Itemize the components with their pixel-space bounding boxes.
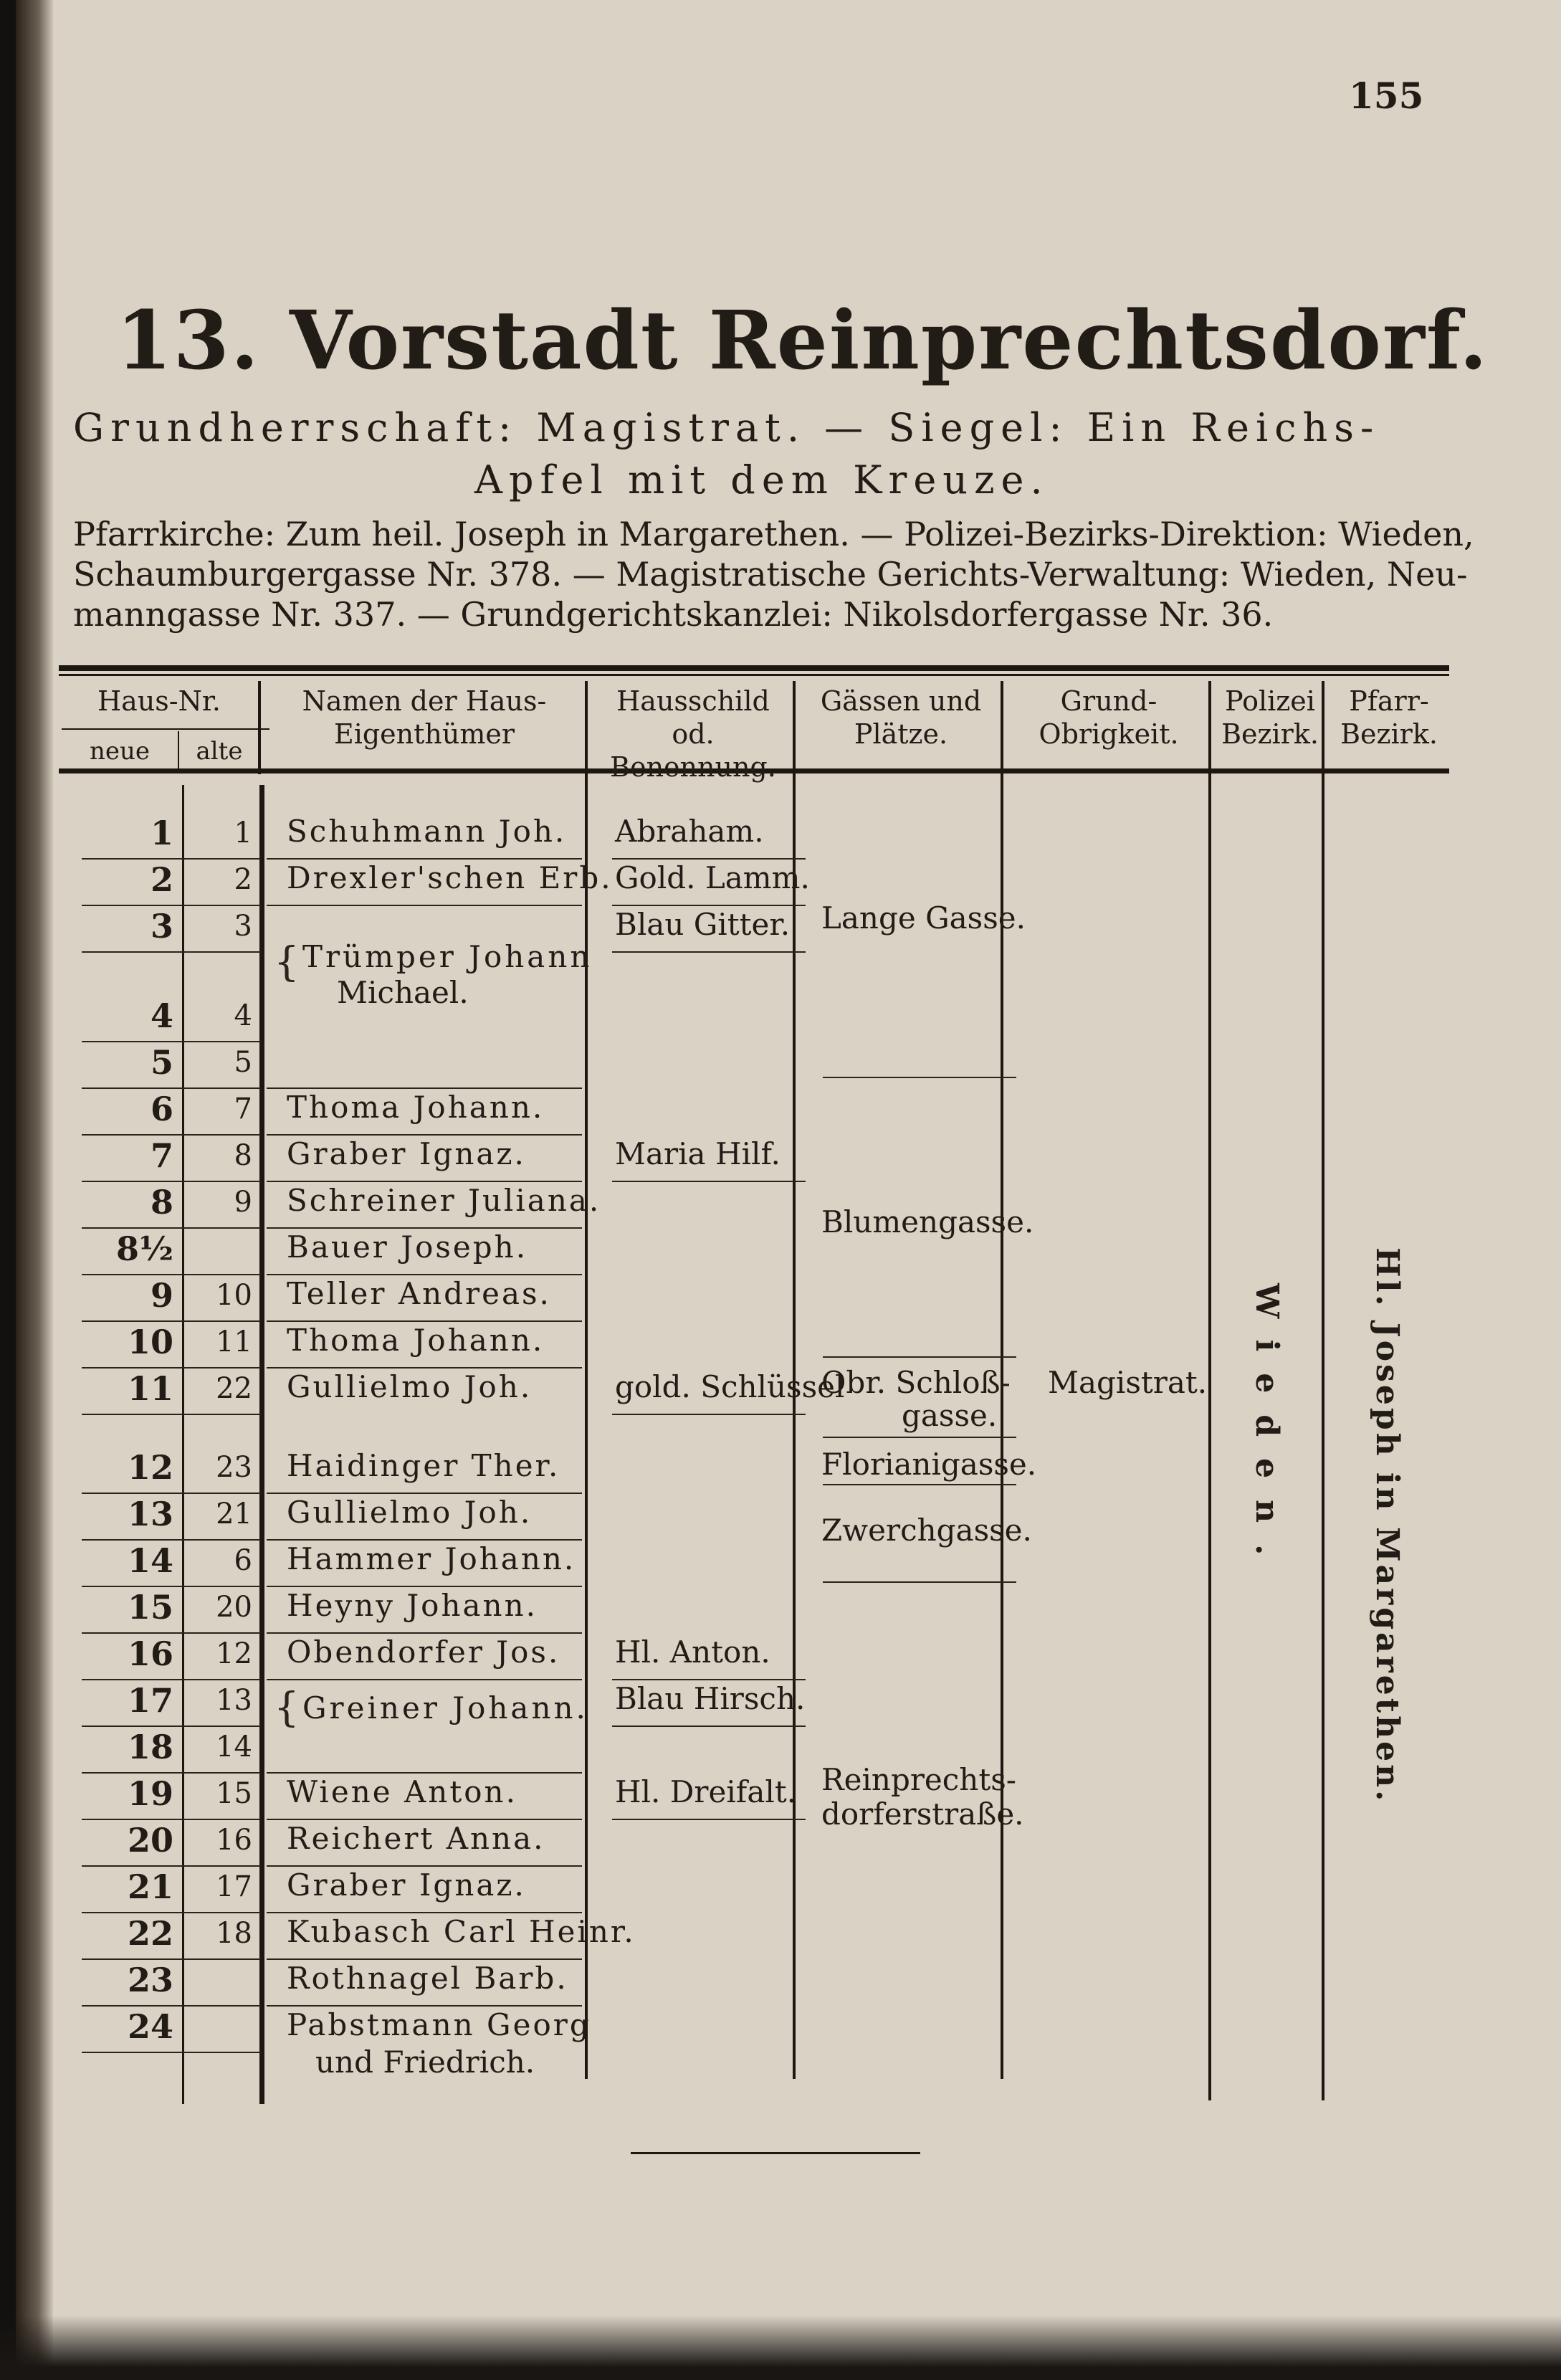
house-number-new: 18 [127, 1728, 173, 1766]
row-rule [82, 1414, 261, 1415]
house-number-new: 17 [127, 1681, 173, 1720]
gasse-zwerch: Zwerchgasse. [821, 1513, 1032, 1548]
header-alte: alte [196, 737, 243, 766]
name-truemper-2: Michael. [337, 975, 469, 1010]
gasse-divider-3 [823, 1437, 1016, 1438]
page-title: 13. Vorstadt Reinprechtsdorf. [116, 294, 1489, 388]
col-divider-5 [1208, 681, 1211, 2100]
house-number-old: 22 [216, 1372, 252, 1405]
house-number-new: 4 [150, 996, 173, 1035]
row-rule [82, 905, 261, 906]
house-number-old: 1 [234, 817, 252, 849]
header-obrigkeit: Grund-Obrigkeit. [1039, 685, 1179, 750]
name-rule [267, 858, 582, 860]
header-pfarr: Pfarr-Bezirk. [1340, 685, 1438, 750]
row-rule [82, 1367, 261, 1368]
house-number-new: 19 [127, 1774, 173, 1813]
house-number-old: 16 [216, 1824, 252, 1857]
house-number-new: 11 [127, 1369, 173, 1408]
row-rule [82, 1632, 261, 1634]
name-rule [267, 1912, 582, 1913]
owner-name: Heyny Johann. [287, 1588, 538, 1623]
row-rule [82, 1134, 261, 1136]
header-hausschild: Hausschild od. Benennung. [610, 685, 776, 783]
owner-name: Hammer Johann. [287, 1541, 576, 1576]
col-divider-1h [258, 681, 261, 774]
gasse-schloss-1: Obr. Schloß- [821, 1365, 1011, 1400]
house-number-old: 15 [216, 1777, 252, 1810]
row-rule [82, 1679, 261, 1680]
house-number-old: 20 [216, 1591, 252, 1624]
house-number-new: 21 [127, 1867, 173, 1906]
neue-alte-divider [182, 785, 184, 2104]
name-rule [267, 905, 582, 906]
name-rule [267, 1134, 582, 1136]
house-sign: gold. Schlüssel [615, 1369, 845, 1404]
row-rule [82, 1087, 261, 1089]
house-number-new: 8½ [116, 1229, 173, 1268]
name-rule [267, 1819, 582, 1820]
gasse-divider-1 [823, 1077, 1016, 1078]
row-rule [82, 1181, 261, 1182]
row-rule [82, 1227, 261, 1229]
house-number-old: 18 [216, 1917, 252, 1950]
subtitle-line-2: Apfel mit dem Kreuze. [474, 457, 1049, 503]
row-rule [82, 951, 261, 953]
house-number-new: 20 [127, 1821, 173, 1860]
table-top-rule [59, 665, 1449, 671]
house-number-new: 6 [150, 1090, 173, 1128]
name-greiner: Greiner Johann. [302, 1690, 588, 1726]
sign-rule [612, 1819, 806, 1820]
row-rule [82, 1586, 261, 1587]
owner-name: Schreiner Juliana. [287, 1183, 601, 1218]
owner-name: Kubasch Carl Heinr. [287, 1914, 636, 1949]
house-number-new: 1 [150, 814, 173, 852]
sign-rule [612, 1726, 806, 1727]
header-haus-nr: Haus-Nr. [97, 685, 221, 717]
row-rule [82, 1912, 261, 1913]
house-number-new: 24 [127, 2007, 173, 2046]
info-line-1: Pfarrkirche: Zum heil. Joseph in Margarethen. — Polizei-Bezirks-Direktion: Wieden, [73, 515, 1474, 553]
haus-nr-divider [62, 728, 269, 730]
house-sign: Maria Hilf. [615, 1136, 780, 1171]
subtitle-line-1: Grundherrschaft: Magistrat. — Siegel: Ein Reichs- [73, 405, 1380, 450]
book-page [16, 0, 1561, 2380]
name-rule [267, 1087, 582, 1089]
name-rule [267, 1274, 582, 1275]
bottom-rule [631, 2152, 920, 2154]
house-number-new: 15 [127, 1588, 173, 1627]
gasse-schloss-2: gasse. [902, 1398, 998, 1433]
house-number-new: 23 [127, 1961, 173, 1999]
house-number-old: 21 [216, 1498, 252, 1531]
house-number-new: 3 [150, 907, 173, 946]
info-line-2: Schaumburgergasse Nr. 378. — Magistratische Gerichts-Verwaltung: Wieden, Neu- [73, 555, 1468, 594]
owner-name: Rothnagel Barb. [287, 1961, 568, 1996]
owner-name: Reichert Anna. [287, 1821, 545, 1856]
gasse-reinprechts-2: dorferstraße. [821, 1796, 1024, 1832]
name-rule [267, 1958, 582, 1960]
sign-rule [612, 1181, 806, 1182]
col-divider-6 [1322, 681, 1324, 2100]
row-rule [82, 1320, 261, 1322]
house-sign: Hl. Dreifalt. [615, 1774, 797, 1809]
house-sign: Abraham. [615, 814, 764, 849]
owner-name: Graber Ignaz. [287, 1867, 526, 1903]
owner-name: Obendorfer Jos. [287, 1634, 560, 1670]
header-neue: neue [89, 737, 151, 766]
house-number-old: 17 [216, 1870, 252, 1903]
name-rule [267, 1227, 582, 1229]
gasse-divider-5 [823, 1581, 1016, 1583]
name-truemper-1: Trümper Johann [302, 939, 593, 974]
house-number-new: 12 [127, 1448, 173, 1487]
brace-greiner: { [274, 1685, 300, 1731]
house-number-old: 9 [234, 1186, 252, 1219]
house-number-old: 4 [234, 999, 252, 1032]
house-number-old: 14 [216, 1731, 252, 1763]
gasse-lange: Lange Gasse. [821, 900, 1026, 936]
house-number-new: 8 [150, 1183, 173, 1222]
gasse-blumen: Blumengasse. [821, 1204, 1034, 1239]
name-rule [267, 2005, 582, 2007]
house-number-new: 13 [127, 1495, 173, 1533]
neue-alte-divider-header [178, 731, 179, 771]
house-number-old: 6 [234, 1544, 252, 1577]
owner-name: Wiene Anton. [287, 1774, 517, 1809]
owner-name: Schuhmann Joh. [287, 814, 567, 849]
name-rule [267, 1181, 582, 1182]
house-number-new: 22 [127, 1914, 173, 1953]
house-number-old: 2 [234, 863, 252, 896]
pfarr-bezirk-value: Hl. Joseph in Margarethen. [1369, 1247, 1405, 1804]
row-rule [82, 1041, 261, 1042]
scan-shadow [0, 2315, 1561, 2380]
header-polizei: Polizei Bezirk. [1221, 685, 1319, 750]
owner-name: Gullielmo Joh. [287, 1495, 533, 1530]
name-rule [267, 1632, 582, 1634]
house-number-old: 7 [234, 1093, 252, 1125]
house-number-new: 16 [127, 1634, 173, 1673]
house-number-new: 10 [127, 1323, 173, 1361]
sign-rule [612, 858, 806, 860]
sign-rule [612, 951, 806, 953]
book-spine [16, 0, 53, 2380]
name-rule [267, 1865, 582, 1867]
house-number-old: 12 [216, 1637, 252, 1670]
name-rule [267, 1367, 582, 1368]
row-rule [82, 1493, 261, 1494]
owner-name: Thoma Johann. [287, 1323, 545, 1358]
page-number: 155 [1349, 75, 1424, 117]
row-rule [82, 1539, 261, 1541]
house-sign: Hl. Anton. [615, 1634, 770, 1670]
name-rule [267, 1772, 582, 1774]
house-number-old: 3 [234, 910, 252, 943]
name-rule [267, 1320, 582, 1322]
owner-name: Haidinger Ther. [287, 1448, 560, 1483]
house-number-old: 8 [234, 1139, 252, 1172]
name-pabstmann-2: und Friedrich. [315, 2045, 535, 2080]
row-rule [82, 858, 261, 860]
house-sign: Blau Gitter. [615, 907, 791, 942]
name-rule [267, 1586, 582, 1587]
house-number-old: 5 [234, 1046, 252, 1079]
row-rule [82, 1865, 261, 1867]
col-divider-1 [259, 785, 264, 2104]
row-rule [82, 1726, 261, 1727]
name-rule [267, 1679, 582, 1680]
house-number-old: 13 [216, 1684, 252, 1717]
house-number-new: 9 [150, 1276, 173, 1315]
house-number-new: 2 [150, 860, 173, 899]
brace-truemper: { [274, 939, 300, 986]
table-top-rule-thin [59, 674, 1449, 676]
header-gassen: Gässen und Plätze. [820, 685, 982, 750]
polizei-bezirk-value: Wieden. [1249, 1283, 1285, 1577]
house-number-new: 14 [127, 1541, 173, 1580]
row-rule [82, 1772, 261, 1774]
house-number-old: 23 [216, 1451, 252, 1484]
owner-name: Graber Ignaz. [287, 1136, 526, 1171]
sign-rule [612, 905, 806, 906]
info-line-3: manngasse Nr. 337. — Grundgerichtskanzlei: Nikolsdorfergasse Nr. 36. [73, 595, 1274, 634]
owner-name: Pabstmann Georg [287, 2007, 591, 2042]
row-rule [82, 2052, 261, 2053]
sign-rule [612, 1679, 806, 1680]
owner-name: Gullielmo Joh. [287, 1369, 533, 1404]
owner-name: Drexler'schen Erb. [287, 860, 613, 895]
owner-name: Teller Andreas. [287, 1276, 551, 1311]
row-rule [82, 1958, 261, 1960]
house-sign: Blau Hirsch. [615, 1681, 806, 1716]
obrigkeit-value: Magistrat. [1048, 1365, 1208, 1400]
owner-name: Bauer Joseph. [287, 1229, 528, 1265]
owner-name: Thoma Johann. [287, 1090, 545, 1125]
gasse-reinprechts-1: Reinprechts- [821, 1762, 1016, 1797]
house-number-old: 10 [216, 1279, 252, 1312]
row-rule [82, 1274, 261, 1275]
gasse-divider-2 [823, 1356, 1016, 1358]
house-number-old: 11 [216, 1325, 252, 1358]
row-rule [82, 2005, 261, 2007]
gasse-divider-4 [823, 1484, 1016, 1485]
house-sign: Gold. Lamm. [615, 860, 810, 895]
gasse-floriani: Florianigasse. [821, 1447, 1037, 1482]
house-number-new: 5 [150, 1043, 173, 1082]
sign-rule [612, 1414, 806, 1415]
name-rule [267, 1539, 582, 1541]
header-namen: Namen der Haus-Eigenthümer [302, 685, 547, 750]
house-number-new: 7 [150, 1136, 173, 1175]
row-rule [82, 1819, 261, 1820]
name-rule [267, 1493, 582, 1494]
